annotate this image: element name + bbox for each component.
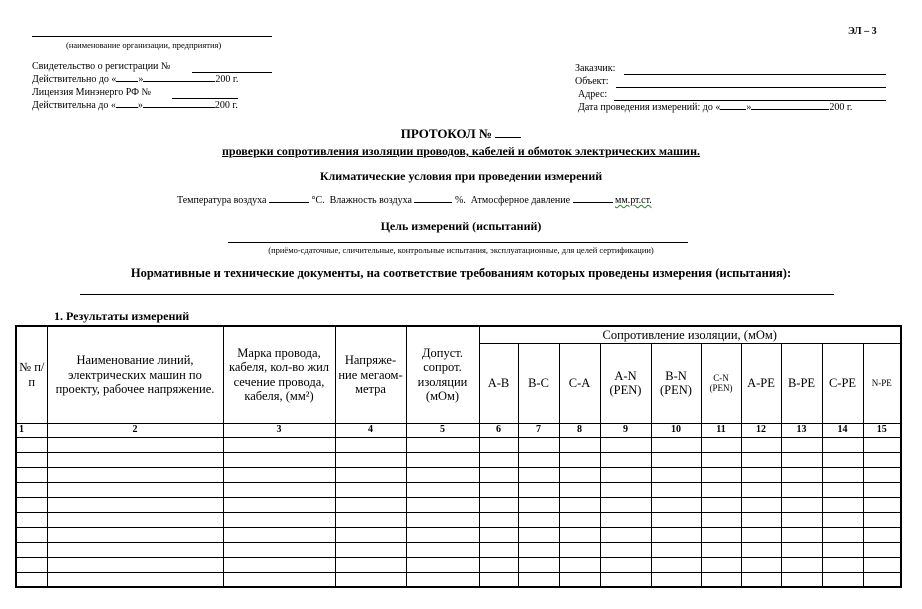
normative-field[interactable] (80, 294, 834, 295)
header-r6: С-N (PEN) (701, 343, 741, 423)
table-cell[interactable] (406, 497, 479, 512)
column-number-row (16, 423, 901, 437)
table-cell[interactable] (741, 467, 781, 482)
table-cell[interactable] (406, 512, 479, 527)
table-cell[interactable] (600, 527, 651, 542)
table-cell[interactable] (741, 572, 781, 587)
table-cell[interactable] (701, 452, 741, 467)
table-cell[interactable] (335, 527, 406, 542)
table-cell[interactable] (863, 572, 901, 587)
table-cell[interactable] (651, 437, 701, 452)
table-cell[interactable] (781, 452, 822, 467)
table-row (16, 452, 901, 467)
table-cell[interactable] (16, 512, 47, 527)
table-cell[interactable] (600, 452, 651, 467)
table-cell[interactable] (701, 512, 741, 527)
table-cell[interactable] (600, 572, 651, 587)
table-cell[interactable] (781, 527, 822, 542)
column-number: 5 (406, 423, 479, 437)
table-cell[interactable] (741, 527, 781, 542)
table-cell[interactable] (863, 452, 901, 467)
table-cell[interactable] (518, 467, 559, 482)
column-number: 2 (47, 423, 223, 437)
table-cell[interactable] (47, 467, 223, 482)
table-cell[interactable] (335, 557, 406, 572)
table-cell[interactable] (822, 572, 863, 587)
table-cell[interactable] (781, 542, 822, 557)
table-cell[interactable] (406, 467, 479, 482)
table-row (16, 497, 901, 512)
table-cell[interactable] (741, 452, 781, 467)
table-cell[interactable] (223, 542, 335, 557)
form-code: ЭЛ – 3 (848, 26, 877, 37)
table-cell[interactable] (223, 452, 335, 467)
table-cell[interactable] (863, 497, 901, 512)
protocol-subtitle: проверки сопротивления изоляции проводов, кабелей и обмоток электрических машин. (221, 144, 700, 158)
table-cell[interactable] (518, 572, 559, 587)
column-number: 1 (16, 423, 47, 437)
table-row (16, 542, 901, 557)
table-cell[interactable] (701, 542, 741, 557)
table-cell[interactable] (822, 497, 863, 512)
climate-row: Температура воздуха °С. Влажность воздуха %. Атмосферное давление мм.рт.ст. (177, 195, 652, 206)
customer-label: Заказчик: (575, 63, 616, 74)
table-cell[interactable] (47, 437, 223, 452)
table-cell[interactable] (16, 467, 47, 482)
table-cell[interactable] (518, 527, 559, 542)
table-cell[interactable] (559, 437, 600, 452)
climate-heading: Климатические условия при проведении измерений (319, 169, 603, 183)
table-cell[interactable] (781, 557, 822, 572)
table-row (16, 557, 901, 572)
table-cell[interactable] (518, 482, 559, 497)
table-cell[interactable] (559, 527, 600, 542)
header-voltage: Напряже-ние мегаом-метра (335, 326, 406, 423)
column-number: 7 (518, 423, 559, 437)
column-number: 11 (701, 423, 741, 437)
table-cell[interactable] (863, 557, 901, 572)
table-cell[interactable] (518, 512, 559, 527)
table-cell[interactable] (223, 497, 335, 512)
table-cell[interactable] (47, 557, 223, 572)
address-field[interactable] (614, 100, 886, 101)
table-cell[interactable] (651, 482, 701, 497)
table-cell[interactable] (335, 437, 406, 452)
table-cell[interactable] (335, 512, 406, 527)
table-cell[interactable] (651, 557, 701, 572)
header-r9: С-РЕ (822, 343, 863, 423)
table-cell[interactable] (701, 527, 741, 542)
table-row (16, 572, 901, 587)
table-cell[interactable] (600, 437, 651, 452)
table-cell[interactable] (559, 452, 600, 467)
normative-heading: Нормативные и технические документы, на соответствие требованиям которых проведены измерения (испытания): (130, 266, 792, 280)
humidity-field[interactable] (414, 202, 452, 203)
table-cell[interactable] (600, 512, 651, 527)
protocol-title: ПРОТОКОЛ № (0, 126, 922, 142)
table-row (16, 482, 901, 497)
org-caption: (наименование организации, предприятия) (66, 40, 222, 50)
table-cell[interactable] (16, 542, 47, 557)
table-cell[interactable] (335, 467, 406, 482)
purpose-heading: Цель измерений (испытаний) (380, 219, 542, 233)
column-number: 12 (741, 423, 781, 437)
table-cell[interactable] (741, 542, 781, 557)
table-cell[interactable] (559, 482, 600, 497)
table-cell[interactable] (518, 542, 559, 557)
table-cell[interactable] (559, 467, 600, 482)
table-cell[interactable] (16, 497, 47, 512)
header-num: № п/п (16, 326, 47, 423)
table-cell[interactable] (479, 452, 518, 467)
table-cell[interactable] (479, 557, 518, 572)
table-cell[interactable] (781, 437, 822, 452)
object-label: Объект: (575, 76, 609, 87)
table-cell[interactable] (223, 572, 335, 587)
table-cell[interactable] (479, 542, 518, 557)
table-cell[interactable] (406, 452, 479, 467)
table-cell[interactable] (223, 437, 335, 452)
column-number: 3 (223, 423, 335, 437)
table-cell[interactable] (863, 527, 901, 542)
column-number: 4 (335, 423, 406, 437)
purpose-field[interactable] (228, 242, 688, 243)
header-allowed: Допуст. сопрот. изоляции (мОм) (406, 326, 479, 423)
table-cell[interactable] (651, 527, 701, 542)
table-cell[interactable] (651, 467, 701, 482)
table-cell[interactable] (822, 542, 863, 557)
table-cell[interactable] (651, 497, 701, 512)
temp-field[interactable] (269, 202, 309, 203)
table-cell[interactable] (741, 497, 781, 512)
table-cell[interactable] (47, 452, 223, 467)
table-cell[interactable] (741, 557, 781, 572)
header-brand: Марка провода, кабеля, кол-во жил сечение провода, кабеля, (мм²) (223, 326, 335, 423)
table-cell[interactable] (406, 572, 479, 587)
table-cell[interactable] (16, 557, 47, 572)
table-cell[interactable] (223, 482, 335, 497)
column-number: 14 (822, 423, 863, 437)
table-cell[interactable] (47, 497, 223, 512)
table-cell[interactable] (335, 542, 406, 557)
table-cell[interactable] (701, 497, 741, 512)
table-cell[interactable] (406, 527, 479, 542)
results-table (15, 325, 902, 588)
table-cell[interactable] (335, 482, 406, 497)
valid1-row: Действительно до « » 200 г. (32, 74, 239, 85)
table-cell[interactable] (47, 512, 223, 527)
table-cell[interactable] (741, 437, 781, 452)
table-cell[interactable] (600, 542, 651, 557)
table-cell[interactable] (406, 437, 479, 452)
table-cell[interactable] (600, 497, 651, 512)
purpose-caption: (приёмо-сдаточные, сличительные, контрольные испытания, эксплуатационные, для целей сертификации) (268, 245, 654, 255)
table-cell[interactable] (781, 467, 822, 482)
table-cell[interactable] (479, 437, 518, 452)
table-cell[interactable] (701, 467, 741, 482)
table-cell[interactable] (863, 482, 901, 497)
table-cell[interactable] (406, 557, 479, 572)
table-cell[interactable] (518, 437, 559, 452)
table-cell[interactable] (518, 497, 559, 512)
table-cell[interactable] (406, 542, 479, 557)
table-cell[interactable] (479, 497, 518, 512)
column-number: 9 (600, 423, 651, 437)
table-cell[interactable] (406, 482, 479, 497)
table-cell[interactable] (701, 557, 741, 572)
table-row (16, 437, 901, 452)
table-cell[interactable] (479, 527, 518, 542)
customer-field[interactable] (624, 74, 886, 75)
table-cell[interactable] (223, 512, 335, 527)
table-cell[interactable] (559, 572, 600, 587)
table-cell[interactable] (47, 542, 223, 557)
table-cell[interactable] (600, 557, 651, 572)
address-label: Адрес: (578, 89, 608, 100)
table-cell[interactable] (479, 512, 518, 527)
object-field[interactable] (616, 87, 886, 88)
column-number: 6 (479, 423, 518, 437)
date-row: Дата проведения измерений: до « » 200 г. (578, 102, 853, 113)
table-cell[interactable] (822, 557, 863, 572)
table-cell[interactable] (822, 527, 863, 542)
table-cell[interactable] (559, 557, 600, 572)
license-field[interactable] (172, 98, 238, 99)
table-cell[interactable] (47, 527, 223, 542)
header-r2: В-С (518, 343, 559, 423)
header-r10: N-РЕ (863, 343, 901, 423)
table-cell[interactable] (651, 512, 701, 527)
results-heading: 1. Результаты измерений (54, 309, 190, 323)
table-cell[interactable] (781, 572, 822, 587)
table-cell[interactable] (822, 482, 863, 497)
header-r4: А-N (PEN) (600, 343, 651, 423)
table-cell[interactable] (863, 437, 901, 452)
cert-reg-field[interactable] (192, 72, 272, 73)
table-cell[interactable] (651, 452, 701, 467)
table-cell[interactable] (651, 542, 701, 557)
table-cell[interactable] (335, 452, 406, 467)
header-resistance-group: Сопротивление изоляции, (мОм) (479, 326, 901, 343)
table-cell[interactable] (701, 572, 741, 587)
org-name-line[interactable] (32, 36, 272, 37)
table-cell[interactable] (223, 527, 335, 542)
table-cell[interactable] (781, 497, 822, 512)
column-number: 8 (559, 423, 600, 437)
table-cell[interactable] (781, 482, 822, 497)
table-cell[interactable] (651, 572, 701, 587)
table-cell[interactable] (47, 572, 223, 587)
table-cell[interactable] (600, 482, 651, 497)
table-cell[interactable] (863, 542, 901, 557)
table-row (16, 527, 901, 542)
cert-reg-label: Свидетельство о регистрации № (32, 61, 171, 72)
header-r7: А-РЕ (741, 343, 781, 423)
license-label: Лицензия Минэнерго РФ № (32, 87, 152, 98)
table-cell[interactable] (741, 482, 781, 497)
table-cell[interactable] (559, 512, 600, 527)
table-cell[interactable] (518, 452, 559, 467)
header-r1: А-В (479, 343, 518, 423)
table-cell[interactable] (741, 512, 781, 527)
header-name: Наименование линий, электрических машин по проекту, рабочее напряжение. (47, 326, 223, 423)
table-cell[interactable] (16, 572, 47, 587)
column-number: 10 (651, 423, 701, 437)
table-row (16, 512, 901, 527)
table-cell[interactable] (479, 467, 518, 482)
pressure-field[interactable] (573, 202, 613, 203)
table-cell[interactable] (822, 437, 863, 452)
table-cell[interactable] (701, 437, 741, 452)
table-cell[interactable] (559, 497, 600, 512)
header-r8: В-РЕ (781, 343, 822, 423)
table-cell[interactable] (518, 557, 559, 572)
header-r3: С-А (559, 343, 600, 423)
table-cell[interactable] (16, 452, 47, 467)
table-cell[interactable] (479, 572, 518, 587)
table-cell[interactable] (47, 482, 223, 497)
valid2-row: Действительна до « » 200 г. (32, 100, 238, 111)
column-number: 15 (863, 423, 901, 437)
table-cell[interactable] (479, 482, 518, 497)
table-cell[interactable] (223, 467, 335, 482)
table-cell[interactable] (863, 467, 901, 482)
table-cell[interactable] (335, 572, 406, 587)
table-row (16, 467, 901, 482)
table-cell[interactable] (559, 542, 600, 557)
header-r5: В-N (PEN) (651, 343, 701, 423)
column-number: 13 (781, 423, 822, 437)
table-cell[interactable] (335, 497, 406, 512)
table-cell[interactable] (863, 512, 901, 527)
table-cell[interactable] (16, 527, 47, 542)
table-cell[interactable] (701, 482, 741, 497)
table-cell[interactable] (781, 512, 822, 527)
table-cell[interactable] (16, 482, 47, 497)
table-cell[interactable] (822, 467, 863, 482)
table-cell[interactable] (600, 467, 651, 482)
table-cell[interactable] (16, 437, 47, 452)
table-cell[interactable] (223, 557, 335, 572)
table-cell[interactable] (822, 512, 863, 527)
table-cell[interactable] (822, 452, 863, 467)
